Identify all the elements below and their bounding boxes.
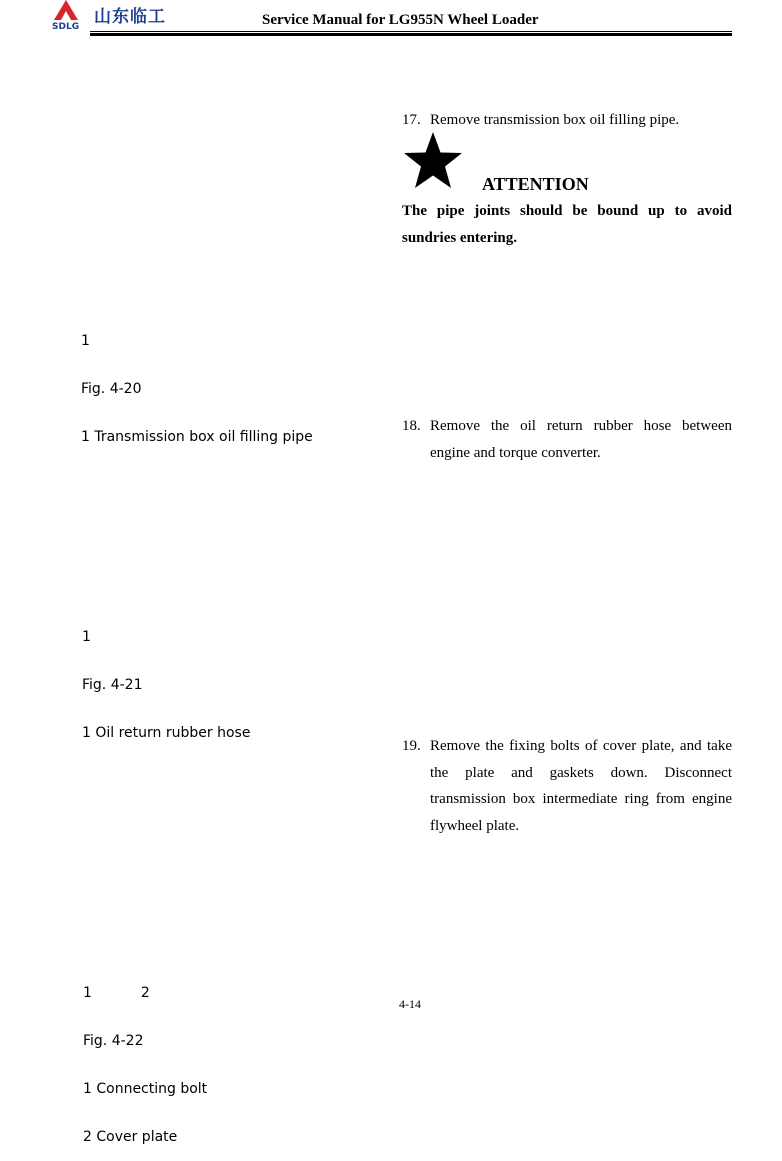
figure-legend-item: 2 Cover plate [83,1129,178,1145]
sdlg-logo-icon [52,0,92,30]
figure-label: Fig. 4-20 [81,381,142,397]
attention-heading: ATTENTION [482,174,589,194]
page-header-title: Service Manual for LG955N Wheel Loader [262,12,539,28]
figure-legend-item: 1 Transmission box oil filling pipe [81,429,313,445]
step-number: 18. [402,418,421,434]
figure-4-22-caption [83,953,207,1161]
figure-label: Fig. 4-22 [83,1033,144,1049]
step-text: Remove the fixing bolts of cover plate, and take the plate and gaskets down. Disconnect transmission box intermediate ring from engine flywheel plate. [430,738,732,835]
step-text: Remove transmission box oil filling pipe. [430,112,680,128]
step-18 [402,413,732,466]
step-text: Remove the oil return rubber hose between engine and torque converter. [430,418,732,461]
figure-label: Fig. 4-21 [82,677,143,693]
header-rule-thick [90,33,732,36]
figure-callout-numbers: 1 [82,629,91,645]
step-number: 17. [402,112,421,128]
logo-chinese-text: 山东临工 [94,7,166,27]
figure-callout-numbers: 1 2 [83,985,150,1001]
figure-4-21-caption [82,597,250,757]
header-rule-thin [90,31,732,32]
star-icon [402,130,464,192]
logo-en-text: SDLG [52,22,80,30]
page-number: 4-14 [399,997,421,1011]
step-19 [402,733,732,840]
figure-legend-item: 1 Connecting bolt [83,1081,208,1097]
step-number: 19. [402,738,421,754]
figure-callout-numbers: 1 [81,333,90,349]
figure-4-20-caption [81,301,313,461]
figure-legend-item: 1 Oil return rubber hose [82,725,251,741]
attention-text: The pipe joints should be bound up to avoid sundries entering. [402,203,732,246]
